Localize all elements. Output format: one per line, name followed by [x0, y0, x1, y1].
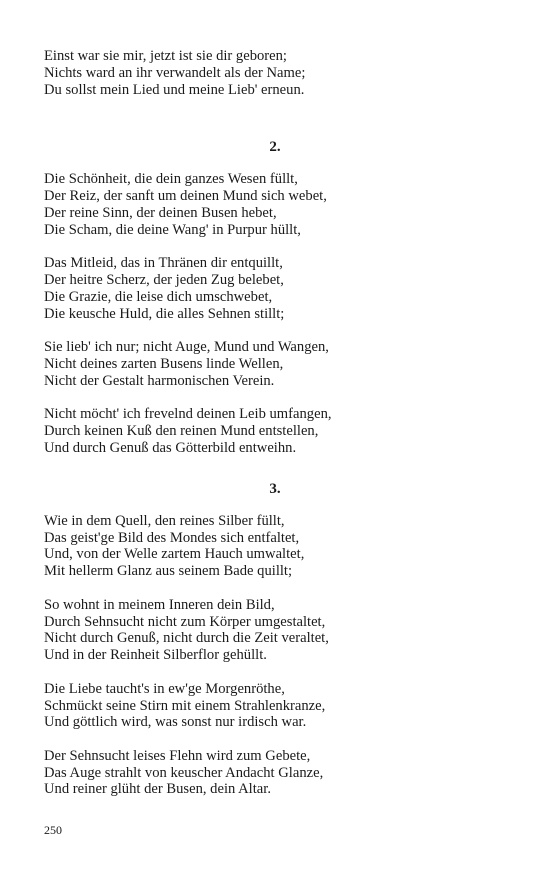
verse-line: Der Sehnsucht leises Flehn wird zum Gebete,: [44, 747, 311, 764]
verse-line: Einst war sie mir, jetzt ist sie dir geboren;: [44, 48, 287, 64]
section-number: 3.: [269, 480, 281, 497]
verse-line: Das Mitleid, das in Thränen dir entquillt,: [44, 255, 283, 272]
verse-line: Die Liebe taucht's in ew'ge Morgenröthe,: [44, 680, 285, 697]
stanza: [44, 339, 504, 389]
verse-line: Nicht durch Genuß, nicht durch die Zeit veraltet,: [44, 630, 329, 647]
verse-line: Mit hellerm Glanz aus seinem Bade quillt;: [44, 563, 293, 580]
stanza: [44, 513, 504, 580]
verse-line: Du sollst mein Lied und meine Lieb' erneun.: [44, 81, 305, 98]
verse-line: Der heitre Scherz, der jeden Zug belebet,: [44, 271, 284, 288]
verse-line: Durch keinen Kuß den reinen Mund entstellen,: [44, 423, 319, 440]
stanza: [44, 597, 504, 664]
section-3: [44, 481, 504, 799]
verse-line: Sie lieb' ich nur; nicht Auge, Mund und Wangen,: [44, 339, 329, 356]
poem-text: [44, 48, 504, 798]
stanza: [44, 255, 504, 322]
stanza: [44, 171, 504, 238]
verse-line: Nicht der Gestalt harmonischen Verein.: [44, 372, 275, 389]
verse-line: Wie in dem Quell, den reines Silber füllt,: [44, 512, 285, 529]
verse-line: Und in der Reinheit Silberflor gehüllt.: [44, 647, 267, 664]
section-number: 2.: [269, 139, 281, 156]
verse-line: Das Auge strahlt von keuscher Andacht Glanze,: [44, 764, 324, 781]
verse-line: Nichts ward an ihr verwandelt als der Name;: [44, 64, 306, 81]
verse-line: Und göttlich wird, was sonst nur irdisch war.: [44, 714, 307, 731]
verse-line: Und durch Genuß das Götterbild entweihn.: [44, 439, 297, 456]
verse-line: Die Scham, die deine Wang' in Purpur hüllt,: [44, 221, 301, 238]
verse-line: Durch Sehnsucht nicht zum Körper umgestaltet,: [44, 613, 326, 630]
verse-line: Und reiner glüht der Busen, dein Altar.: [44, 781, 271, 798]
opening-stanza: [44, 48, 504, 98]
verse-line: Die Grazie, die leise dich umschwebet,: [44, 288, 273, 305]
verse-line: So wohnt in meinem Inneren dein Bild,: [44, 596, 275, 613]
stanza: [44, 681, 504, 731]
verse-line: Nicht möcht' ich frevelnd deinen Leib umfangen,: [44, 406, 332, 423]
stanza: [44, 748, 504, 798]
verse-line: Der reine Sinn, der deinen Busen hebet,: [44, 204, 277, 221]
verse-line: Das geist'ge Bild des Mondes sich entfaltet,: [44, 529, 300, 546]
section-2: [44, 139, 504, 457]
verse-line: Der Reiz, der sanft um deinen Mund sich webet,: [44, 187, 327, 204]
verse-line: Schmückt seine Stirn mit einem Strahlenkranze,: [44, 697, 326, 714]
verse-line: Die keusche Huld, die alles Sehnen stillt;: [44, 305, 285, 322]
verse-line: Nicht deines zarten Busens linde Wellen,: [44, 355, 284, 372]
verse-line: Und, von der Welle zartem Hauch umwaltet,: [44, 546, 305, 563]
page-number: 250: [44, 823, 62, 837]
stanza: [44, 406, 504, 456]
verse-line: Die Schönheit, die dein ganzes Wesen füllt,: [44, 171, 298, 188]
